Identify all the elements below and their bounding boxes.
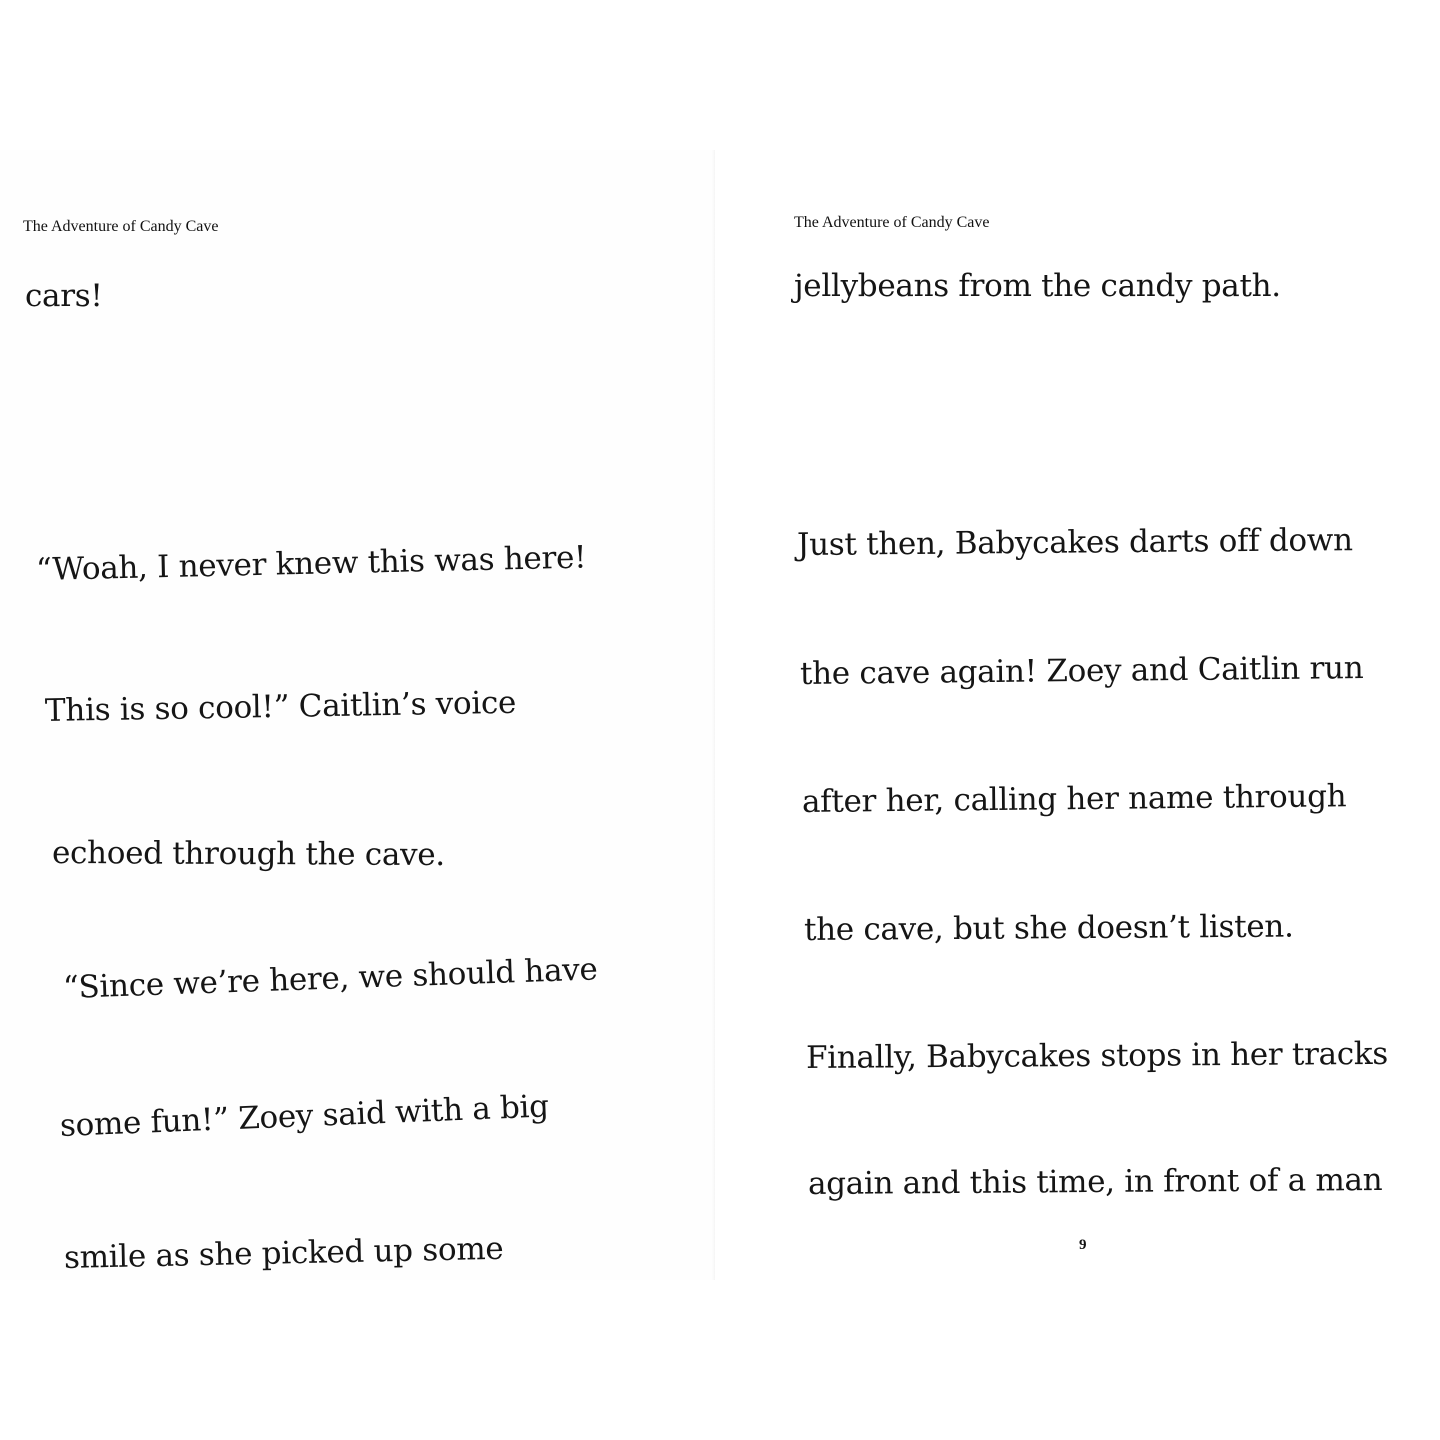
book-spread [0, 150, 1440, 1280]
right-line-5: the cave, but she doesn’t listen. [803, 908, 1294, 948]
right-line-7: again and this time, in front of a man [807, 1161, 1383, 1202]
right-line-4: after her, calling her name through [801, 778, 1347, 820]
left-line-5: “Since we’re here, we should have [62, 951, 599, 1006]
left-line-6: some fun!” Zoey said with a big [59, 1088, 550, 1144]
right-line-6: Finally, Babycakes stops in her tracks [805, 1035, 1389, 1076]
right-page [715, 150, 1440, 1280]
left-line-1: cars! [25, 278, 103, 314]
left-line-7: smile as she picked up some [63, 1230, 504, 1276]
right-line-2: Just then, Babycakes darts off down [796, 522, 1353, 563]
left-running-head: The Adventure of Candy Cave [23, 218, 219, 235]
left-line-3: This is so cool!” Caitlin’s voice [44, 684, 517, 729]
left-page [0, 150, 715, 1280]
right-line-3: the cave again! Zoey and Caitlin run [799, 650, 1364, 692]
background-area [0, 1280, 1440, 1440]
left-line-4: echoed through the cave. [51, 835, 445, 874]
right-running-head: The Adventure of Candy Cave [794, 214, 990, 231]
page-number: 9 [1079, 1237, 1087, 1253]
left-line-2: “Woah, I never knew this was here! [35, 539, 587, 588]
right-line-1: jellybeans from the candy path. [794, 268, 1281, 304]
